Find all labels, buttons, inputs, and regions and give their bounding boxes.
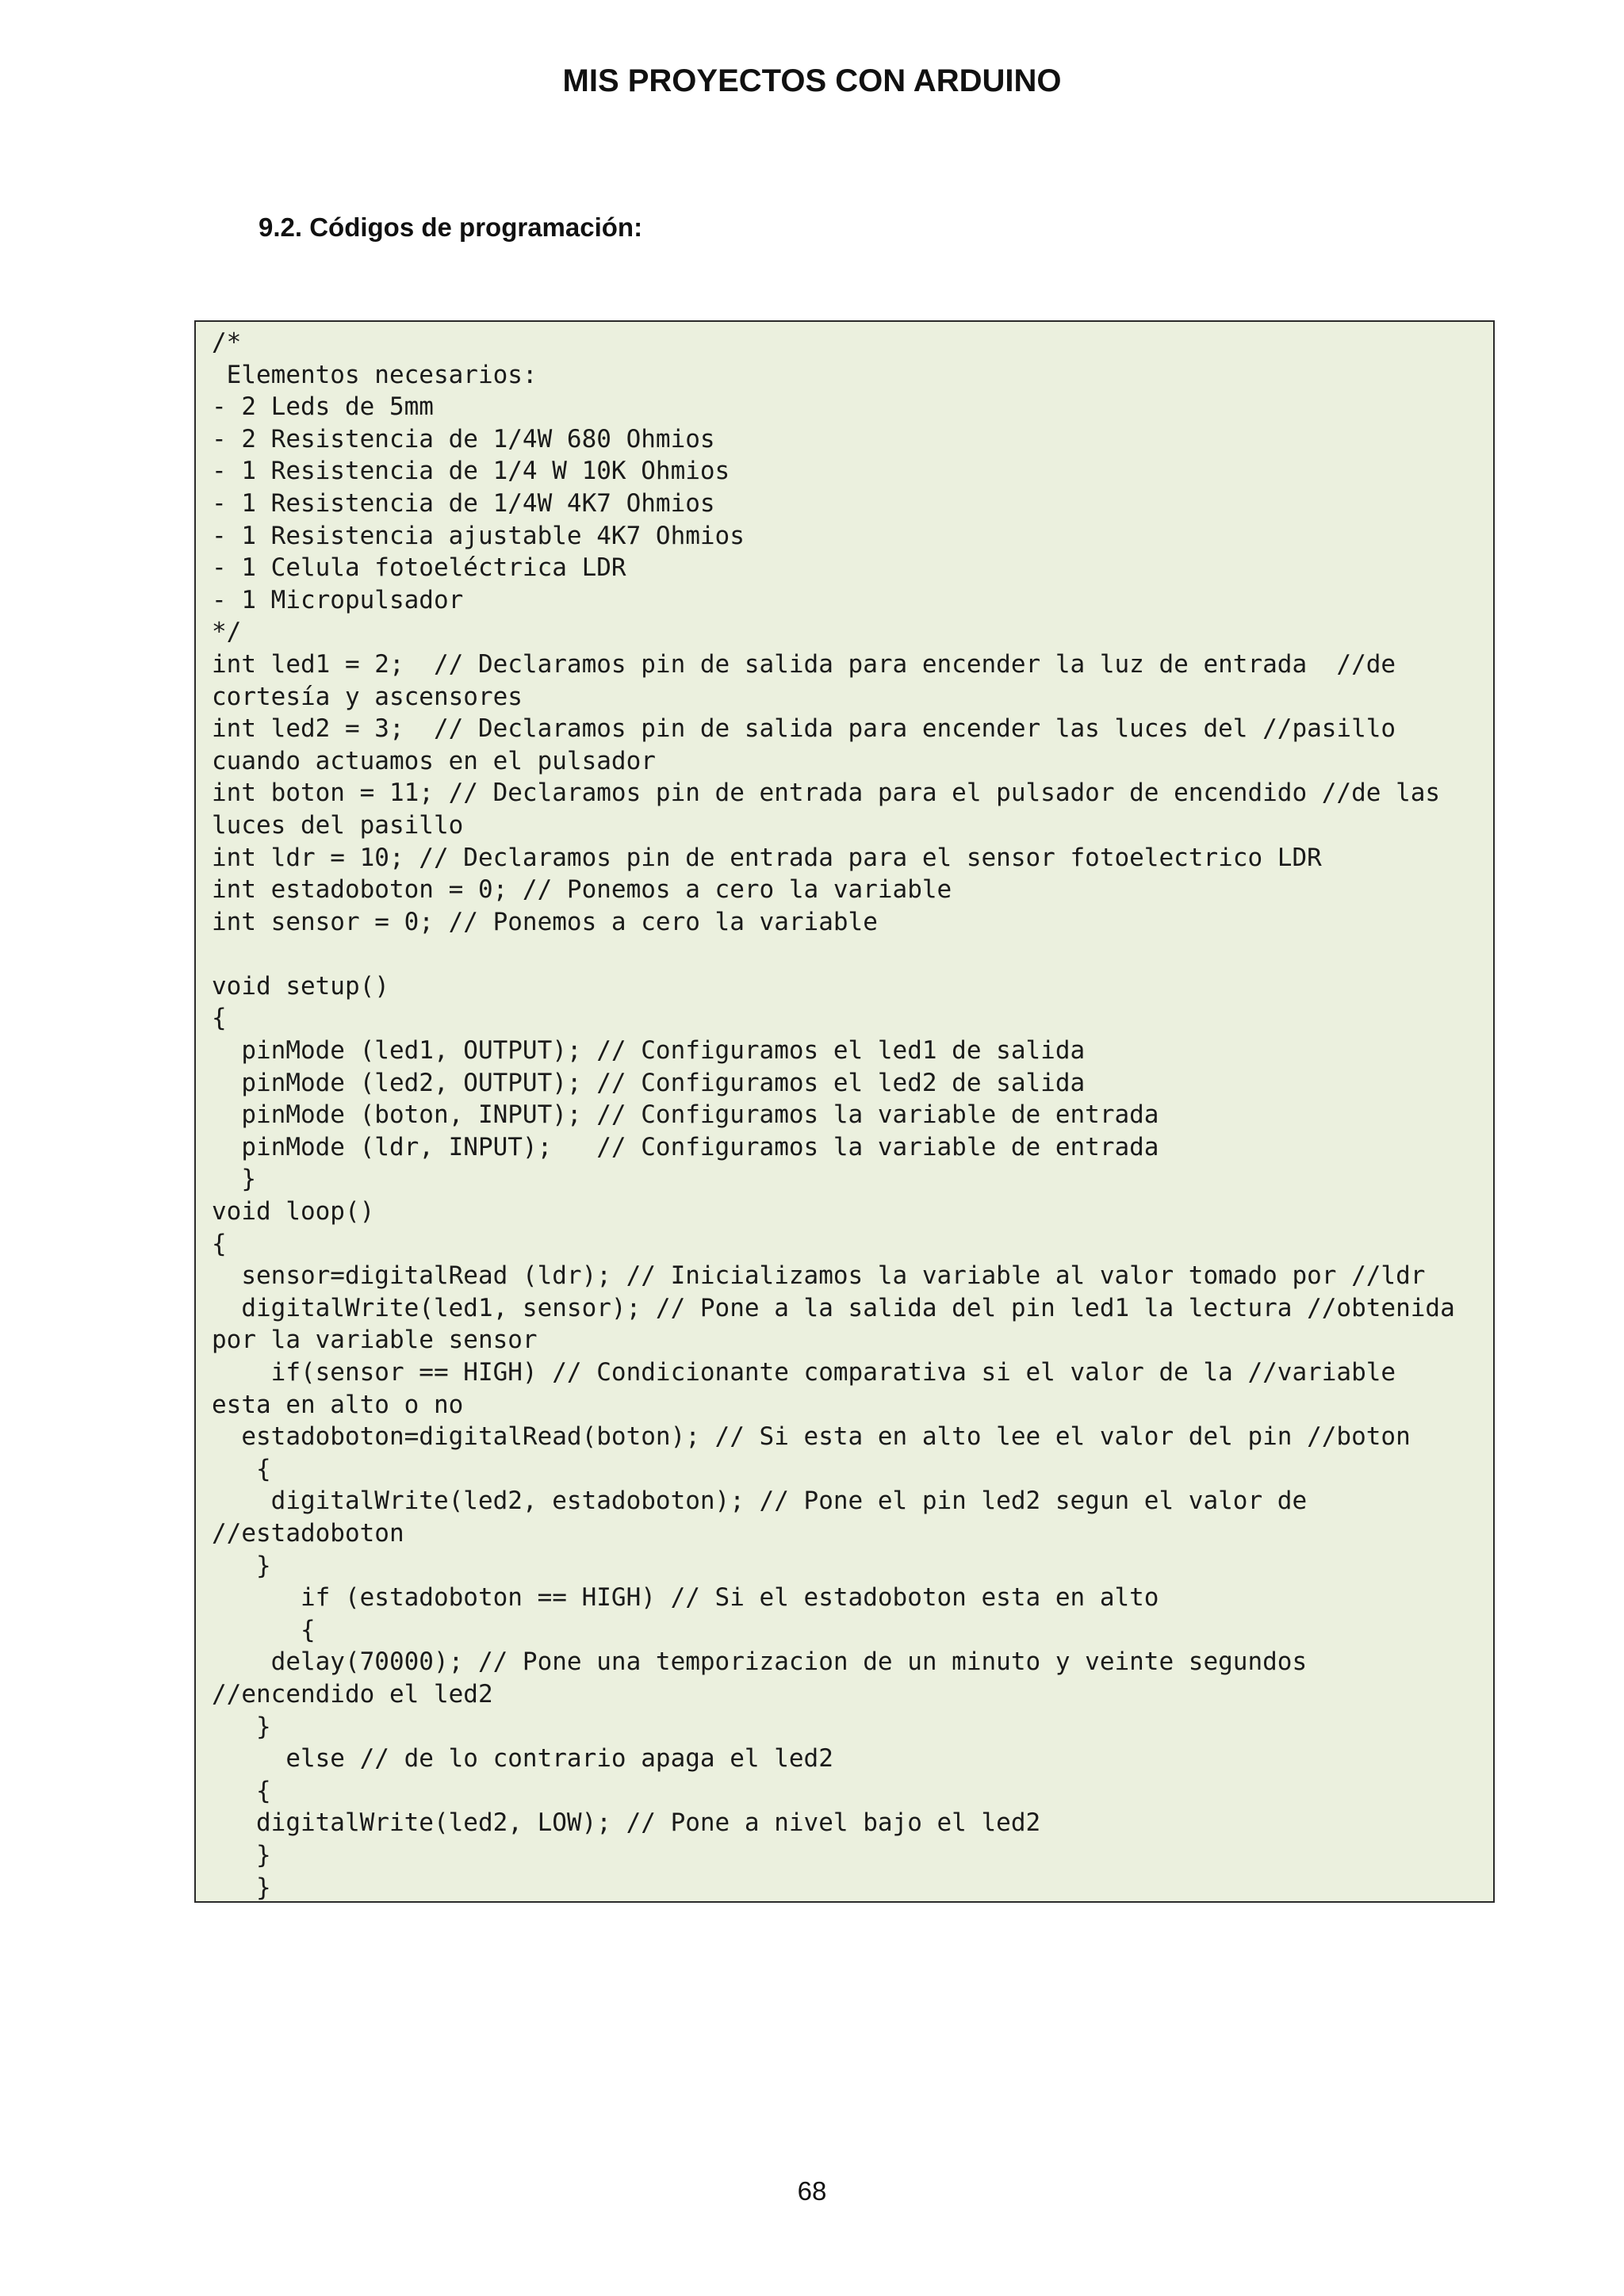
code-line: - 2 Resistencia de 1/4W 680 Ohmios: [212, 424, 715, 453]
code-line: }: [212, 1840, 271, 1869]
code-line: void loop(): [212, 1197, 375, 1226]
code-line: - 1 Micropulsador: [212, 585, 464, 614]
code-line: if(sensor == HIGH) // Condicionante comparativa si el valor de la //variable: [212, 1358, 1396, 1387]
code-line: else // de lo contrario apaga el led2: [212, 1744, 833, 1774]
code-line: {: [212, 1229, 227, 1258]
code-line: int led2 = 3; // Declaramos pin de salida para encender las luces del //pasillo: [212, 714, 1396, 744]
code-line: {: [212, 1776, 271, 1805]
code-line: cortesía y ascensores: [212, 682, 523, 711]
code-line: }: [212, 1165, 256, 1194]
code-line: if (estadoboton == HIGH) // Si el estadoboton esta en alto: [212, 1583, 1159, 1613]
code-line: //estadoboton: [212, 1518, 404, 1548]
page-header-title: MIS PROYECTOS CON ARDUINO: [562, 63, 1062, 98]
code-line: pinMode (ldr, INPUT); // Configuramos la variable de entrada: [212, 1132, 1159, 1161]
code-line: sensor=digitalRead (ldr); // Inicializamos la variable al valor tomado por //ldr: [212, 1261, 1426, 1291]
code-line: */: [212, 618, 242, 647]
code-line: esta en alto o no: [212, 1390, 464, 1419]
code-line: {: [212, 1454, 271, 1483]
code-line: //encendido el led2: [212, 1679, 493, 1709]
section-heading: 9.2. Códigos de programación:: [259, 212, 643, 242]
code-line: luces del pasillo: [212, 810, 464, 840]
code-listing-box: [194, 320, 1495, 1903]
code-line: }: [212, 1551, 271, 1580]
code-line: - 1 Celula fotoeléctrica LDR: [212, 553, 626, 583]
code-line: int boton = 11; // Declaramos pin de entrada para el pulsador de encendido //de las: [212, 779, 1441, 808]
code-line: {: [212, 1004, 227, 1033]
code-line: - 1 Resistencia de 1/4 W 10K Ohmios: [212, 457, 730, 486]
code-line: int estadoboton = 0; // Ponemos a cero la variable: [212, 875, 952, 905]
code-line: estadoboton=digitalRead(boton); // Si esta en alto lee el valor del pin //boton: [212, 1422, 1411, 1452]
code-line: - 1 Resistencia de 1/4W 4K7 Ohmios: [212, 488, 715, 518]
code-line: cuando actuamos en el pulsador: [212, 746, 656, 775]
page-number: 68: [797, 2176, 827, 2206]
code-line: pinMode (led2, OUTPUT); // Configuramos el led2 de salida: [212, 1068, 1086, 1097]
code-line: - 1 Resistencia ajustable 4K7 Ohmios: [212, 521, 745, 550]
code-line: }: [212, 1873, 271, 1902]
code-line: pinMode (boton, INPUT); // Configuramos la variable de entrada: [212, 1100, 1159, 1130]
code-line: void setup(): [212, 971, 389, 1001]
code-line: Elementos necesarios:: [212, 360, 538, 389]
code-line: int led1 = 2; // Declaramos pin de salida para encender la luz de entrada //de: [212, 649, 1396, 679]
code-line: digitalWrite(led2, LOW); // Pone a nivel bajo el led2: [212, 1808, 1041, 1838]
code-line: {: [212, 1615, 316, 1644]
code-line: por la variable sensor: [212, 1326, 538, 1355]
code-line: digitalWrite(led2, estadoboton); // Pone el pin led2 segun el valor de: [212, 1487, 1308, 1516]
code-line: digitalWrite(led1, sensor); // Pone a la salida del pin led1 la lectura //obtenida: [212, 1293, 1455, 1322]
code-line: int sensor = 0; // Ponemos a cero la variable: [212, 907, 878, 936]
code-line: - 2 Leds de 5mm: [212, 392, 434, 422]
code-line: /*: [212, 328, 242, 357]
code-line: [212, 938, 1485, 970]
code-line: pinMode (led1, OUTPUT); // Configuramos el led1 de salida: [212, 1036, 1086, 1066]
code-line: delay(70000); // Pone una temporizacion de un minuto y veinte segundos: [212, 1647, 1308, 1677]
code-line: }: [212, 1712, 271, 1741]
code-line: int ldr = 10; // Declaramos pin de entrada para el sensor fotoelectrico LDR: [212, 843, 1322, 872]
